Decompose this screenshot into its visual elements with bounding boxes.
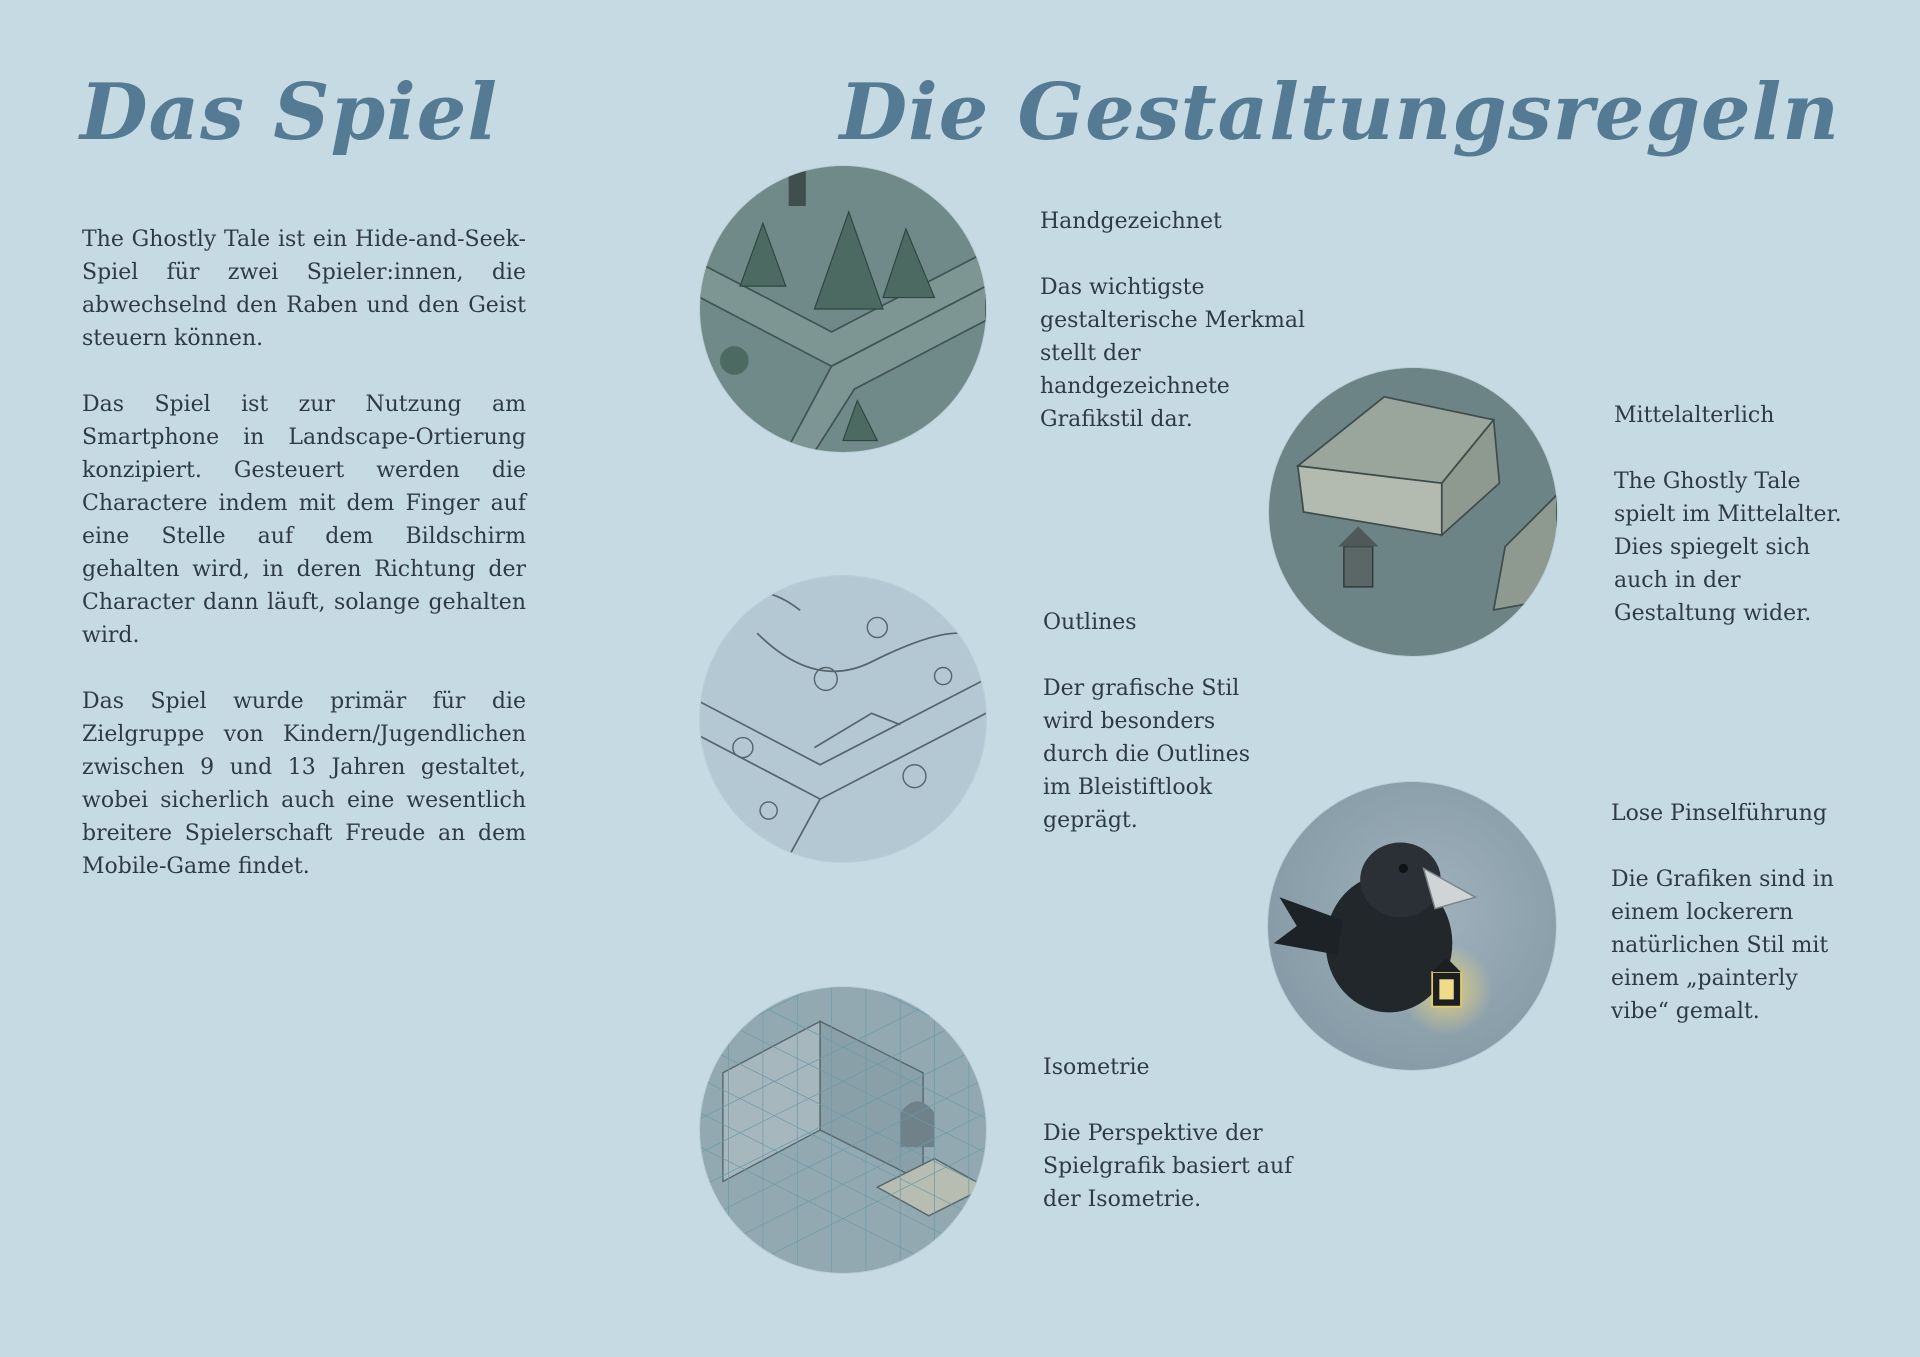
rule-handgezeichnet [1040, 205, 1330, 436]
intro-text [82, 223, 526, 916]
intro-paragraph: The Ghostly Tale ist ein Hide-and-Seek-Spiel für zwei Spieler:innen, die abwechselnd den Raben und den Geist steuern können. [82, 227, 526, 351]
page-title-das-spiel: Das Spiel [80, 67, 499, 158]
rule-title: Mittelalterlich [1614, 403, 1775, 428]
rule-title: Handgezeichnet [1040, 209, 1222, 234]
outline-map-illustration [700, 576, 986, 862]
rule-mittelalterlich [1614, 399, 1860, 630]
rule-outlines [1043, 606, 1269, 837]
rule-text: Der grafische Stil wird besonders durch die Outlines im Bleistiftlook geprägt. [1043, 676, 1250, 833]
intro-paragraph: Das Spiel wurde primär für die Zielgruppe von Kindern/Jugendlichen zwischen 9 und 13 Jahren gestaltet, wobei sicherlich auch eine wesentlich breitere Spielerschaft Freude an dem Mobile-Game findet. [82, 689, 526, 879]
rule-text: Das wichtigste gestalterische Merkmal stellt der handgezeichnete Grafikstil dar. [1040, 275, 1305, 432]
rule-isometrie [1043, 1051, 1293, 1216]
raven-lantern-illustration [1268, 782, 1556, 1070]
rule-text: Die Perspektive der Spielgrafik basiert auf der Isometrie. [1043, 1121, 1293, 1212]
forest-illustration [700, 166, 986, 452]
page-title-gestaltungsregeln: Die Gestaltungsregeln [839, 67, 1840, 158]
rule-lose-pinselfuehrung [1611, 797, 1851, 1028]
rule-title: Isometrie [1043, 1055, 1150, 1080]
intro-paragraph: Das Spiel ist zur Nutzung am Smartphone in Landscape-Ortierung konzipiert. Gesteuert werden die Charactere indem mit dem Finger auf eine Stelle auf dem Bildschirm gehalten wird, in deren Richtung der Character dann läuft, solange gehalten wird. [82, 392, 526, 648]
rule-text: The Ghostly Tale spielt im Mittelalter. Dies spiegelt sich auch in der Gestaltung wider. [1614, 469, 1842, 626]
rule-text: Die Grafiken sind in einem lockerern natürlichen Stil mit einem „painterly vibe“ gemalt. [1611, 867, 1834, 1024]
rule-title: Outlines [1043, 610, 1137, 635]
isometric-grid-illustration [700, 987, 986, 1273]
rule-title: Lose Pinselführung [1611, 801, 1827, 826]
